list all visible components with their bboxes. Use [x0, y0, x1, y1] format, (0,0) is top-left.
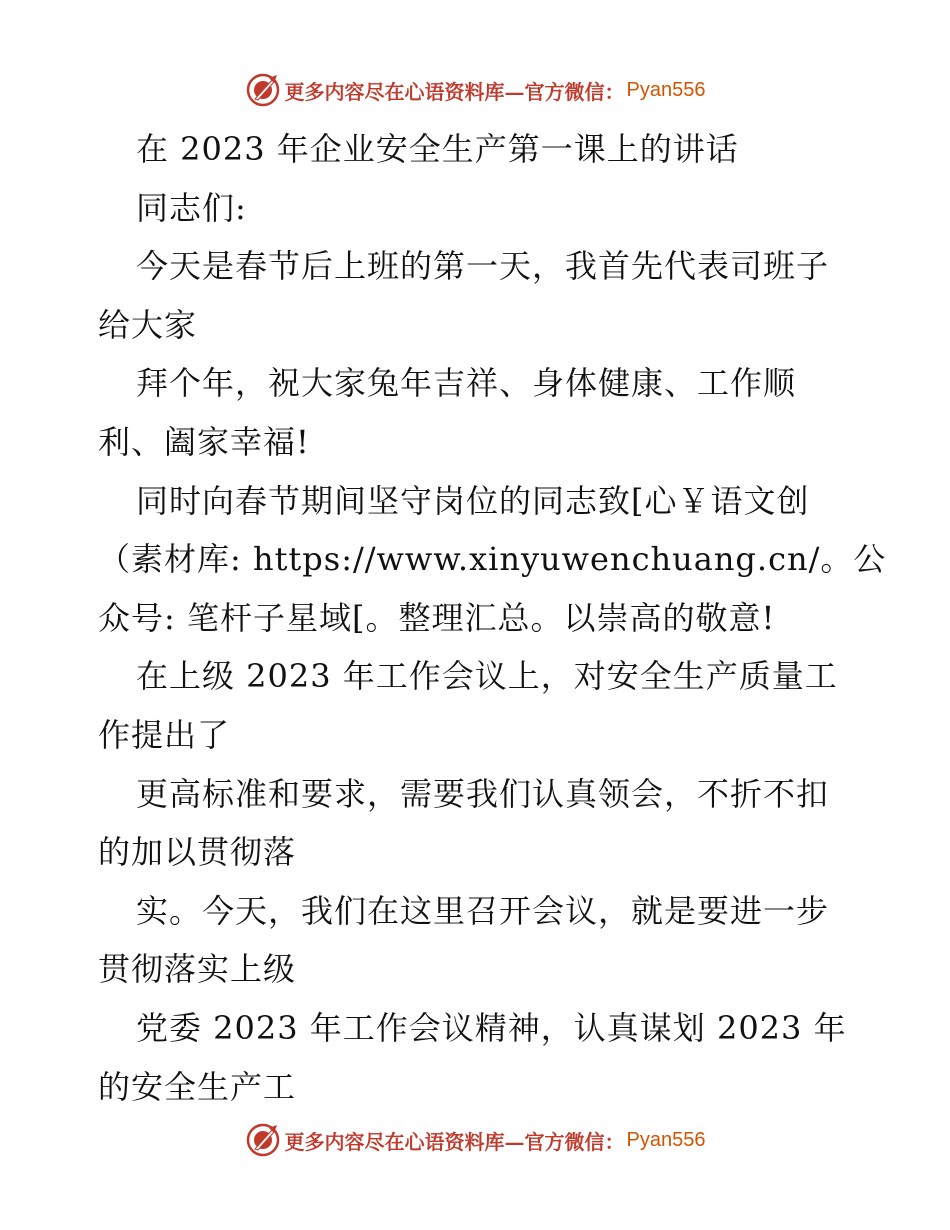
text-line: 今天是春节后上班的第一天，我首先代表司班子 [136, 247, 830, 286]
text-line: 同时向春节期间坚守岗位的同志致[心￥语文创 [136, 481, 810, 520]
text-line: 在上级 2023 年工作会议上，对安全生产质量工 [136, 657, 838, 696]
text-line: 的加以贯彻落 [98, 833, 297, 872]
header-banner [0, 70, 950, 110]
text-line: 更高标准和要求，需要我们认真领会，不折不扣 [136, 774, 830, 813]
header-banner-wechat: Pyan556 [626, 78, 706, 101]
quill-seal-icon [245, 72, 281, 108]
footer-banner-text: 更多内容尽在心语资料库—官方微信： [284, 1129, 625, 1154]
quill-seal-icon [245, 1122, 281, 1158]
document-title: 在 2023 年企业安全生产第一课上的讲话 [136, 130, 739, 168]
text-line: （素材库: https://www.xinyuwenchuang.cn/。公 [98, 540, 887, 579]
text-line: 利、阖家幸福! [98, 422, 310, 461]
text-line: 拜个年，祝大家兔年吉祥、身体健康、工作顺 [136, 364, 797, 403]
text-line: 党委 2023 年工作会议精神，认真谋划 2023 年 [136, 1008, 847, 1047]
text-line: 贯彻落实上级 [98, 950, 297, 989]
document-body [98, 120, 887, 1116]
footer-banner-wechat: Pyan556 [626, 1128, 706, 1151]
text-line: 给大家 [98, 305, 198, 344]
header-banner-text: 更多内容尽在心语资料库—官方微信： [284, 79, 625, 104]
text-line: 实。今天，我们在这里召开会议，就是要进一步 [136, 891, 830, 930]
text-line: 作提出了 [98, 715, 231, 754]
footer-banner [0, 1120, 950, 1160]
text-line: 众号: 笔杆子星域[。整理汇总。以崇高的敬意! [98, 598, 776, 637]
text-line: 的安全生产工 [98, 1067, 297, 1106]
text-line: 同志们: [136, 188, 247, 227]
